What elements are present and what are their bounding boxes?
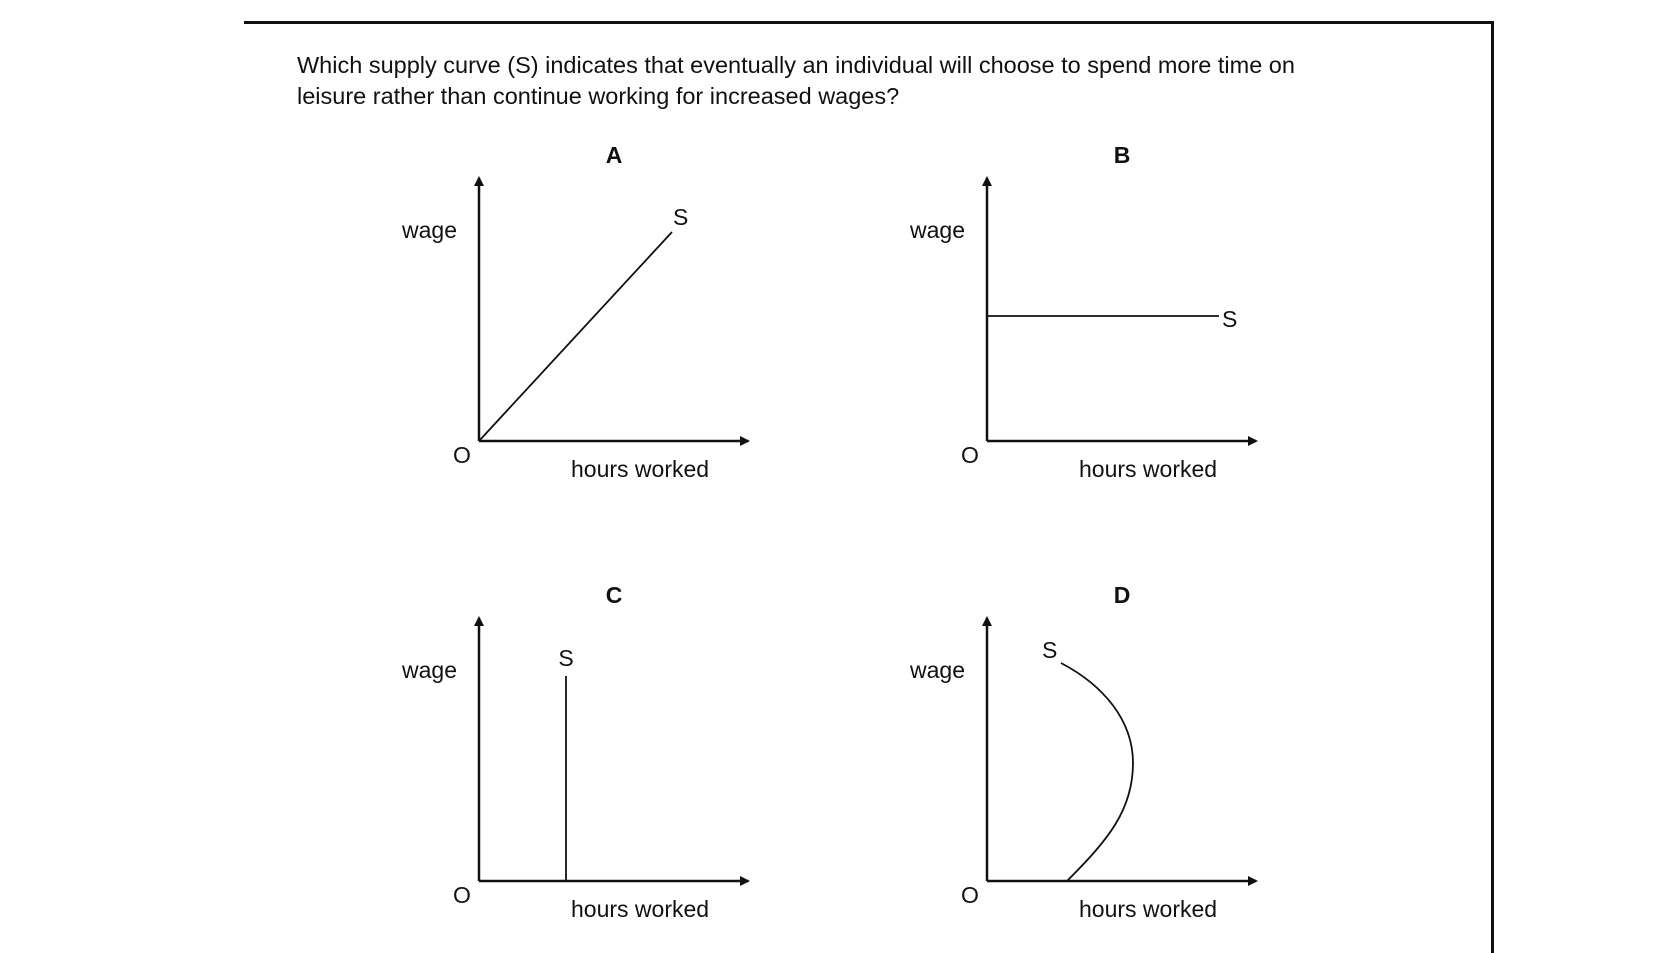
graph-b-curve-label: S bbox=[1222, 306, 1238, 332]
graph-d-origin-label: O bbox=[961, 882, 979, 908]
graph-a-y-label: wage bbox=[402, 217, 457, 243]
graph-c-origin-label: O bbox=[453, 882, 471, 908]
graph-b-origin-label: O bbox=[961, 442, 979, 468]
graph-d-curve-label: S bbox=[1042, 637, 1058, 663]
graph-b-letter: B bbox=[1113, 142, 1131, 168]
graph-a-origin-label: O bbox=[453, 442, 471, 468]
graph-a-x-label: hours worked bbox=[571, 456, 710, 482]
graph-d-supply-curve bbox=[1061, 663, 1133, 881]
graph-d bbox=[909, 582, 1256, 922]
graph-b-x-label: hours worked bbox=[1079, 456, 1218, 482]
graph-a-supply-curve bbox=[479, 232, 672, 441]
graph-d-y-label: wage bbox=[910, 657, 965, 683]
graph-a-letter: A bbox=[605, 142, 623, 168]
graph-d-letter: D bbox=[1113, 582, 1131, 608]
graph-c-curve-label: S bbox=[558, 645, 574, 671]
question-line-1: Which supply curve (S) indicates that eventually an individual will choose to spend more time on bbox=[297, 52, 1295, 78]
graph-c-letter: C bbox=[605, 582, 623, 608]
graph-c-x-label: hours worked bbox=[571, 896, 710, 922]
graph-c-y-label: wage bbox=[402, 657, 457, 683]
graph-b bbox=[909, 142, 1256, 482]
graph-a-curve-label: S bbox=[673, 204, 689, 230]
question-line-2: leisure rather than continue working for increased wages? bbox=[297, 83, 900, 109]
graph-a bbox=[401, 142, 748, 482]
graph-c bbox=[401, 582, 748, 922]
graph-d-x-label: hours worked bbox=[1079, 896, 1218, 922]
graph-b-y-label: wage bbox=[910, 217, 965, 243]
